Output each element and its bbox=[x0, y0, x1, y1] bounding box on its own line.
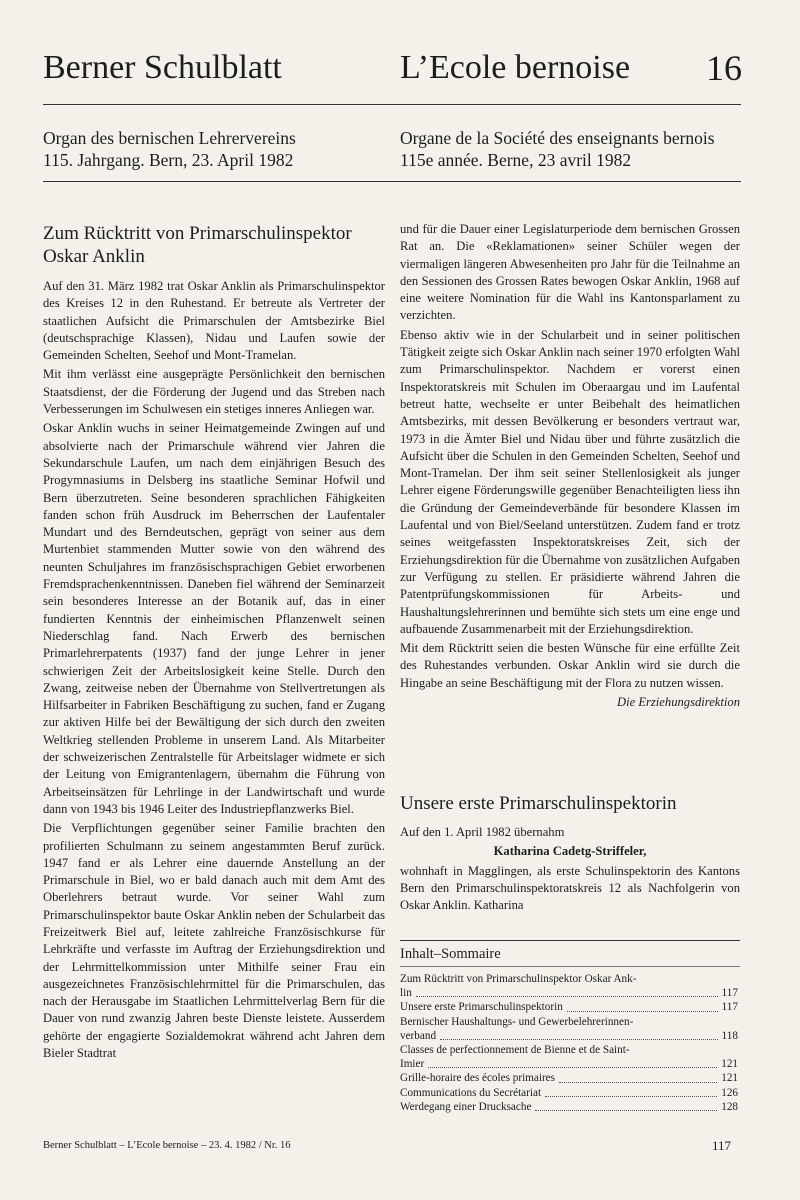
article-paragraph: Mit ihm verlässt eine ausgeprägte Persönlichkeit den bernischen Staatsdienst, der die Förderung der Jugend und das Streben nach Verbesserungen im Schulwesen ein stetiges inneres Anliegen war. bbox=[43, 367, 385, 417]
page-number: 16 bbox=[706, 48, 742, 88]
article2-body bbox=[400, 824, 740, 916]
toc-item-page: 126 bbox=[721, 1086, 738, 1099]
article-paragraph: Oskar Anklin wuchs in seiner Heimatgemeinde Zwingen auf und absolvierte nach der Primarschule während vier Jahren die Sekundarschule Laufen, um nach dem einjährigen Besuch des Progymnasiums in Delsberg ins staatliche Seminar Hofwil und Bern überzutreten. Seine besonderen sprachlichen Fähigkeiten fanden schon früh Ausdruck im Beherrschen der Laufentaler Mundart und des Berndeutschen, geprägt von seiner aus dem Murtenbiet stammenden Mutter sowie von den während des neunten Schuljahres im französischsprachigen Gebiet erworbenen Fremdsprachenkenntnissen. Daneben fiel während der Seminarzeit sein besonderes Interesse an der Botanik auf, das in einer fundierten Kenntnis der einheimischen Pflanzenwelt seinen Niederschlag fand. Nach Erwerb des bernischen Primarlehrerpatents (1937) fand der junge Lehrer in jener schwierigen Zeit der Arbeitslosigkeit keine Stelle. Durch den Zwang, zeitweise neben der Übernahme von Stellvertretungen als Hilfsarbeiter in Fabriken Beschäftigung zu suchen, fand er Zugang zur aktiven Hilfe bei der Bewältigung der sich durch den zweiten Weltkrieg stellenden Probleme in unserem Land. Als Mitarbeiter der schweizerischen Zentralstelle für Arbeitslager widmete er sich der Leitung von Emigrantenlagern, übernahm die Führung von Arbeitseinsätzen für Lehrlinge in der Landwirtschaft und wurde dann von 1943 bis 1946 Leiter des Industriepflanzwerks Biel. bbox=[43, 421, 385, 816]
toc-item-line1: Bernischer Haushaltungs- und Gewerbelehrerinnen- bbox=[400, 1015, 634, 1028]
org-fr: Organe de la Société des enseignants bernois bbox=[400, 128, 715, 148]
signature: Die Erziehungsdirektion bbox=[616, 695, 740, 710]
masthead-title-fr: L’Ecole bernoise bbox=[400, 49, 631, 86]
table-of-contents bbox=[400, 972, 738, 1114]
article-title bbox=[43, 222, 383, 268]
toc-item[interactable] bbox=[400, 1000, 738, 1014]
toc-item-page: 121 bbox=[721, 1058, 738, 1071]
toc-item[interactable] bbox=[400, 1029, 738, 1043]
footer-page-number: 117 bbox=[712, 1138, 732, 1153]
toc-item-page: 118 bbox=[721, 1029, 738, 1042]
toc-item[interactable] bbox=[400, 1057, 738, 1071]
toc-title: Inhalt–Sommaire bbox=[400, 946, 501, 962]
toc-item-line1: Zum Rücktritt von Primarschulinspektor Oskar Ank- bbox=[400, 973, 637, 985]
toc-top-rule bbox=[400, 940, 740, 941]
toc-item-page: 121 bbox=[721, 1072, 738, 1085]
article-paragraph: und für die Dauer einer Legislaturperiode dem bernischen Grossen Rat an. Die «Reklamationen» seiner Schüler wegen der viermaligen längeren Abwesenheiten pro Jahr für die Teilnahme an den Sessionen des Grossen Rates bewogen Oskar Anklin, 1968 auf eine weitere Nomination für die Wahl ins Kantonsparlament zu verzichten. bbox=[400, 222, 740, 323]
subheader-rule bbox=[43, 181, 741, 182]
toc-item-title: Werdegang einer Drucksache bbox=[400, 1100, 532, 1113]
toc-item-title: Unsere erste Primarschulinspektorin bbox=[400, 1001, 563, 1014]
article-title-line2: Oskar Anklin bbox=[43, 246, 145, 267]
masthead-title-de: Berner Schulblatt bbox=[43, 49, 282, 86]
toc-item-title: Communications du Secrétariat bbox=[400, 1086, 542, 1099]
article-paragraph: Auf den 31. März 1982 trat Oskar Anklin als Primarschulinspektor des Kreises 12 in den Ruhestand. Er betreute als Vertreter der staatlichen Aufsicht die Primarschulen der Amtsbezirke Biel (deutschsprachige Klassen), Nidau und Laufen sowie der Gemeinden Schelten, Seehof und Mont-Tramelan. bbox=[43, 279, 385, 363]
footer-text: Berner Schulblatt – L’Ecole bernoise – 23. 4. 1982 / Nr. 16 bbox=[43, 1140, 291, 1151]
masthead-rule bbox=[43, 104, 741, 105]
issue-fr: 115e année. Berne, 23 avril 1982 bbox=[400, 150, 632, 170]
article2-text: wohnhaft in Magglingen, als erste Schulinspektorin des Kantons Bern den Primarschulinspektoratskreis 12 als Nachfolgerin von Oskar Anklin. Katharina bbox=[400, 863, 740, 913]
article-paragraph: Ebenso aktiv wie in der Schularbeit und in seiner politischen Tätigkeit zeigte sich Oskar Anklin nach seiner 1970 erfolgten Wahl zum Primarschulinspektor. Nachdem er vorerst einen Inspektoratskreis mit Schulen im Oberaargau und im Laufental betreut hatte, wechselte er unter Beibehalt des heimatlichen Amtsbezirks, mit dessen Bevölkerung er besonders vertraut war, 1973 in die Ämter Biel und Nidau über und führte zusätzlich die Aufsicht über die Schulen in den Gemeinden Schelten, Seehof und Mont-Tramelan. Der ihm seit seiner Stellenlosigkeit als junger Lehrer eigene Förderungswille gegenüber Benachteiligten liess ihn die Gründung der Gemeindeverbände für besondere Klassen im Laufental und von Biel/Seeland unterstützen. Zudem fand er trotz seines weitgefassten Inspektoratskreises Zeit, sich der Erziehungsdirektion für die Übernahme von zusätzlichen Aufgaben zur Verfügung zu stellen. Er präsidierte während Jahren die Patentprüfungskommissionen für Arbeits- und Haushaltungslehrerinnen und bemühte sich stets um eine enge und aufbauende Zusammenarbeit mit der Erziehungsdirektion. bbox=[400, 327, 740, 636]
toc-item-title: Imier bbox=[400, 1058, 425, 1071]
toc-item-title: Grille-horaire des écoles primaires bbox=[400, 1072, 556, 1085]
article-title-line1: Zum Rücktritt von Primarschulinspektor bbox=[43, 223, 352, 244]
toc-item[interactable] bbox=[400, 1086, 738, 1100]
right-column bbox=[400, 221, 740, 711]
toc-item-page: 117 bbox=[721, 1001, 738, 1014]
article-paragraph: Die Verpflichtungen gegenüber seiner Familie brachten den profilierten Schulmann zu seinem angestammten Beruf zurück. 1947 fand er als Lehrer eine dauernde Anstellung an der Primarschule in Biel, wo er bald danach auch mit dem Amt des Oberlehrers betraut wurde. Vor seiner Wahl zum Primarschulinspektor baute Oskar Anklin neben der Schularbeit das Freizeitwerk Biel auf, leitete zahlreiche Französischkurse für Lehrkräfte und verfasste im Auftrag der Erziehungsdirektion und der Lehrmittelkommission unter Mithilfe seiner Frau ein ausgezeichnetes Französischlehrmittel für die Primarschulen, das nach der Herausgabe im Staatlichen Lehrmittelverlag Bern für die Dauer von rund zwanzig Jahren beste Dienste leistete. Ausserdem gehörte der engagierte Sozialdemokrat während acht Jahren dem Bieler Stadtrat bbox=[43, 821, 385, 1061]
issue-de: 115. Jahrgang. Bern, 23. April 1982 bbox=[43, 150, 294, 170]
article-paragraph: Mit dem Rücktritt seien die besten Wünsche für eine erfüllte Zeit des Ruhestandes verbunden. Oskar Anklin wird sie durch die Hingabe an seine Beschäftigung mit der Flora zu nutzen wissen. bbox=[400, 641, 740, 690]
toc-item[interactable] bbox=[400, 1071, 738, 1085]
article2-name: Katharina Cadetg-Striffeler, bbox=[493, 844, 647, 859]
toc-item-page: 117 bbox=[721, 987, 738, 1000]
left-column bbox=[43, 278, 385, 1064]
toc-item-title: verband bbox=[400, 1029, 437, 1042]
toc-item[interactable] bbox=[400, 986, 738, 1000]
toc-item-title: lin bbox=[400, 987, 412, 1000]
toc-title-rule bbox=[400, 966, 740, 967]
toc-item-line1: Classes de perfectionnement de Bienne et de Saint- bbox=[400, 1044, 630, 1057]
org-de: Organ des bernischen Lehrervereins bbox=[43, 128, 296, 148]
article2-title: Unsere erste Primarschulinspektorin bbox=[400, 793, 677, 814]
article2-intro: Auf den 1. April 1982 übernahm bbox=[400, 825, 565, 839]
toc-item-page: 128 bbox=[721, 1100, 738, 1113]
toc-item[interactable] bbox=[400, 1100, 738, 1114]
